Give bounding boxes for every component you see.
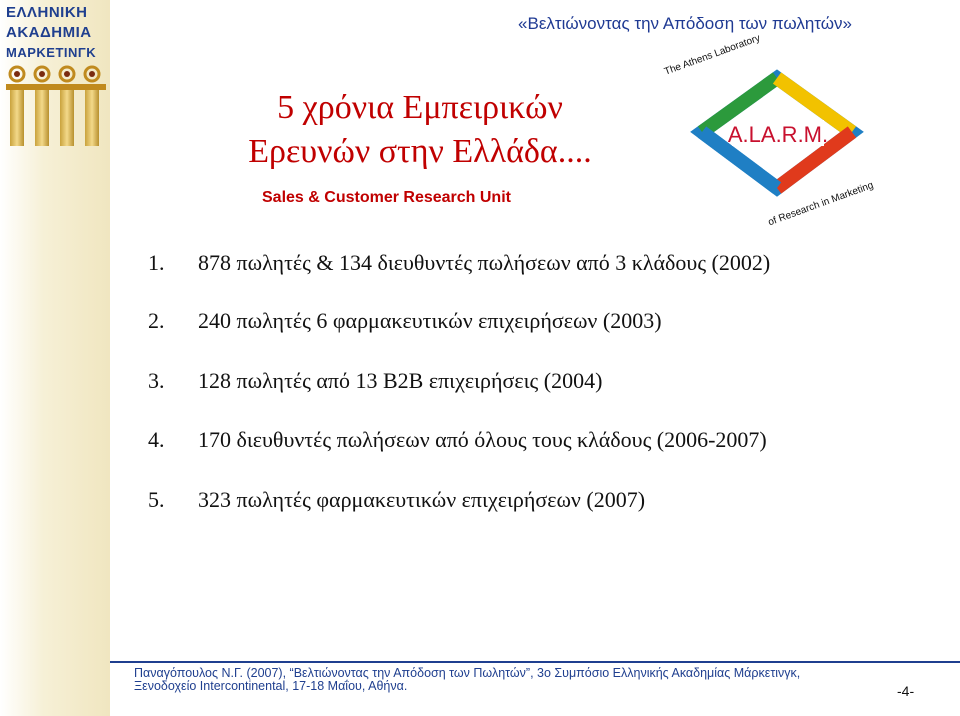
list-item-number: 5.	[148, 487, 165, 512]
logo-line-2: ΑΚΑΔΗΜΙΑ	[6, 24, 92, 41]
list-item-number: 3.	[148, 368, 165, 393]
footer	[110, 655, 960, 716]
slide-subtitle: Sales & Customer Research Unit	[262, 189, 511, 206]
alarm-logo	[662, 32, 882, 229]
greek-columns-icon	[0, 62, 110, 148]
logo-line-3: ΜΑΡΚΕΤΙΝΓΚ	[6, 45, 97, 60]
slide-title-line-1: 5 χρόνια Εμπειρικών	[277, 89, 563, 126]
list-item	[148, 485, 908, 514]
slide-title-line-2: Ερευνών στην Ελλάδα....	[248, 133, 592, 170]
list-item-number: 4.	[148, 427, 165, 452]
list-item	[148, 425, 908, 454]
alarm-arc-top: The Athens Laboratory	[662, 32, 762, 78]
list-item-text: 170 διευθυντές πωλήσεων από όλους τους κλάδους (2006-2007)	[198, 427, 767, 452]
list-item	[148, 366, 908, 395]
list-item-number: 2.	[148, 308, 165, 333]
list-item-text: 240 πωλητές 6 φαρμακευτικών επιχειρήσεων (2003)	[198, 308, 662, 333]
slide-title	[190, 86, 650, 174]
logo-line-1: ΕΛΛΗΝΙΚΗ	[6, 4, 88, 21]
list-item	[148, 248, 908, 277]
page-number: -4-	[897, 683, 915, 699]
list-item-text: 878 πωλητές & 134 διευθυντές πωλήσεων από 3 κλάδους (2002)	[198, 250, 771, 275]
survey-list	[148, 248, 908, 514]
list-item-text: 323 πωλητές φαρμακευτικών επιχειρήσεων (2007)	[198, 487, 646, 512]
hellenic-academy-logo	[0, 0, 110, 150]
list-item-number: 1.	[148, 250, 165, 275]
list-item	[148, 306, 908, 335]
alarm-center-text: A.LA.R.M.	[727, 122, 829, 147]
list-item-text: 128 πωλητές από 13 B2B επιχειρήσεις (2004)	[198, 368, 603, 393]
footer-divider	[110, 661, 960, 663]
presentation-title: «Βελτιώνοντας την Απόδοση των πωλητών»	[518, 14, 852, 33]
footer-citation: Παναγόπουλος Ν.Γ. (2007), “Βελτιώνοντας την Απόδοση των Πωλητών”, 3ο Συμπόσιο Ελληνικής Ακαδημίας Μάρκετινγκ, Ξενοδοχείο Intercontinental, 17-18 Μαΐου, Αθήνα.	[134, 666, 801, 693]
alarm-arc-bottom: of Research in Marketing	[766, 179, 876, 229]
